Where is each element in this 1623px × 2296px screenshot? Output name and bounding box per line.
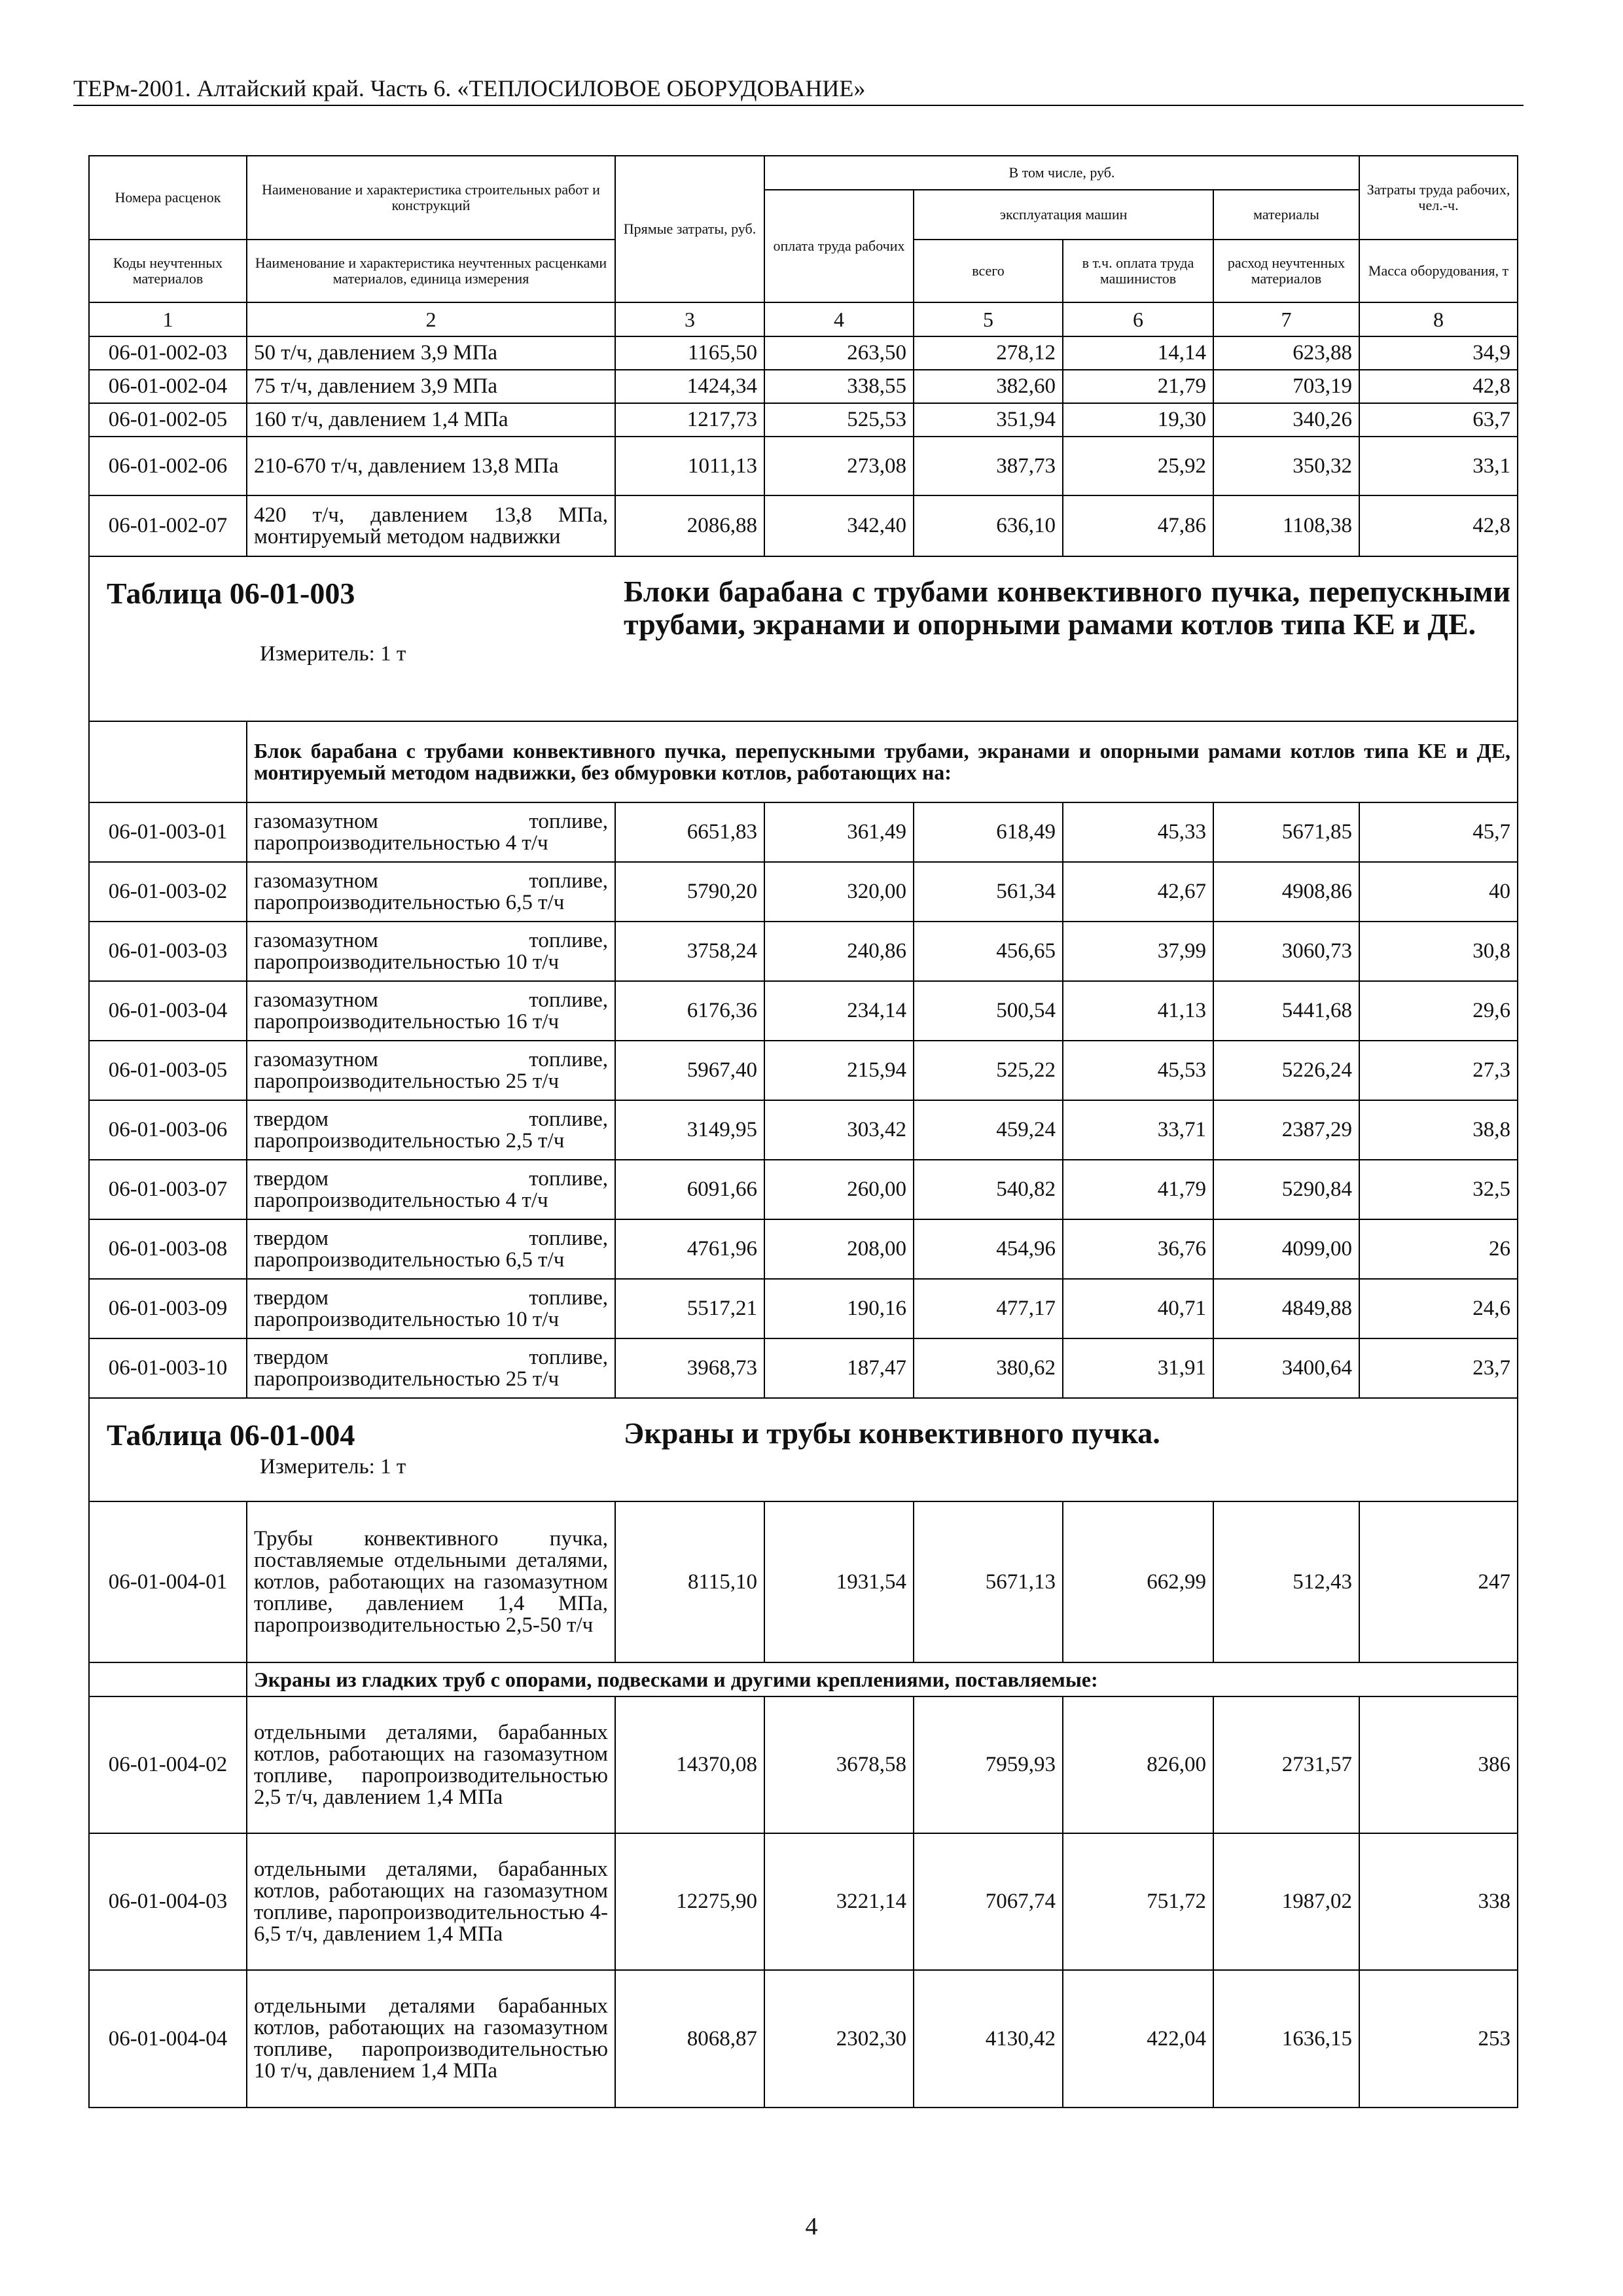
labor-cost: 63,7 bbox=[1359, 403, 1518, 437]
measure-unit: Измеритель: 1 т bbox=[260, 642, 406, 666]
col-header-name2: Наименование и характеристика неучтенных расценками материалов, единица измерения bbox=[247, 240, 615, 302]
machinist-wages: 45,33 bbox=[1063, 802, 1213, 862]
machines-total: 561,34 bbox=[914, 862, 1063, 922]
wages-cost: 3221,14 bbox=[764, 1833, 914, 1970]
group-row bbox=[89, 1662, 1518, 1696]
table-number: Таблица 06-01-003 bbox=[107, 577, 355, 610]
col-header-code: Номера расценок bbox=[89, 156, 247, 240]
rate-code: 06-01-004-02 bbox=[89, 1696, 247, 1833]
rate-name: отдельными деталями, барабанных котлов, работающих на газомазутном топливе, паропроизводительностью 2,5 т/ч, давлением 1,4 МПа bbox=[247, 1696, 615, 1833]
rate-name: 210-670 т/ч, давлением 13,8 МПа bbox=[247, 437, 615, 495]
unaccounted-materials: 4099,00 bbox=[1213, 1219, 1359, 1279]
labor-cost: 45,7 bbox=[1359, 802, 1518, 862]
wages-cost: 338,55 bbox=[764, 370, 914, 403]
table-row bbox=[89, 1501, 1518, 1662]
machines-total: 618,49 bbox=[914, 802, 1063, 862]
wages-cost: 263,50 bbox=[764, 336, 914, 370]
col-header-mass: Масса оборудования, т bbox=[1359, 240, 1518, 302]
rate-code: 06-01-002-04 bbox=[89, 370, 247, 403]
rate-code: 06-01-003-06 bbox=[89, 1100, 247, 1160]
rate-name: Трубы конвективного пучка, поставляемые отдельными деталями, котлов, работающих на газомазутном топливе, давлением 1,4 МПа, паропроизводительностью 2,5-50 т/ч bbox=[247, 1501, 615, 1662]
table-row bbox=[89, 1100, 1518, 1160]
machinist-wages: 826,00 bbox=[1063, 1696, 1213, 1833]
wages-cost: 215,94 bbox=[764, 1041, 914, 1100]
machinist-wages: 41,79 bbox=[1063, 1160, 1213, 1219]
direct-cost: 6651,83 bbox=[615, 802, 764, 862]
labor-cost: 30,8 bbox=[1359, 922, 1518, 981]
table-row bbox=[89, 495, 1518, 556]
section-header-row bbox=[89, 1398, 1518, 1501]
unaccounted-materials: 512,43 bbox=[1213, 1501, 1359, 1662]
machines-total: 540,82 bbox=[914, 1160, 1063, 1219]
machines-total: 5671,13 bbox=[914, 1501, 1063, 1662]
machinist-wages: 40,71 bbox=[1063, 1279, 1213, 1338]
machines-total: 454,96 bbox=[914, 1219, 1063, 1279]
unaccounted-materials: 4908,86 bbox=[1213, 862, 1359, 922]
col-header-name: Наименование и характеристика строительных работ и конструкций bbox=[247, 156, 615, 240]
table-number: Таблица 06-01-004 bbox=[107, 1418, 355, 1452]
labor-cost: 42,8 bbox=[1359, 370, 1518, 403]
unaccounted-materials: 703,19 bbox=[1213, 370, 1359, 403]
col-header-labor: Затраты труда рабочих, чел.-ч. bbox=[1359, 156, 1518, 240]
group-code-cell bbox=[89, 721, 247, 802]
table-row bbox=[89, 802, 1518, 862]
rate-code: 06-01-003-08 bbox=[89, 1219, 247, 1279]
section-header-row bbox=[89, 556, 1518, 721]
rate-code: 06-01-003-07 bbox=[89, 1160, 247, 1219]
rate-name: газомазутном топливе, паропроизводительностью 4 т/ч bbox=[247, 802, 615, 862]
table-title: Блоки барабана с трубами конвективного пучка, перепускными трубами, экранами и опорными рамами котлов типа КЕ и ДЕ. bbox=[624, 575, 1511, 641]
direct-cost: 4761,96 bbox=[615, 1219, 764, 1279]
direct-cost: 1165,50 bbox=[615, 336, 764, 370]
rate-name: твердом топливе, паропроизводительностью 6,5 т/ч bbox=[247, 1219, 615, 1279]
direct-cost: 5517,21 bbox=[615, 1279, 764, 1338]
group-title: Блок барабана с трубами конвективного пучка, перепускными трубами, экранами и опорными рамами котлов типа КЕ и ДЕ, монтируемый методом надвижки, без обмуровки котлов, работающих на: bbox=[247, 721, 1518, 802]
rate-code: 06-01-003-03 bbox=[89, 922, 247, 981]
section-header bbox=[89, 556, 1518, 721]
machinist-wages: 751,72 bbox=[1063, 1833, 1213, 1970]
section-header bbox=[89, 1398, 1518, 1501]
rate-name: газомазутном топливе, паропроизводительностью 16 т/ч bbox=[247, 981, 615, 1041]
col-header-direct: Прямые затраты, руб. bbox=[615, 156, 764, 302]
column-number: 7 bbox=[1213, 302, 1359, 336]
rate-code: 06-01-004-01 bbox=[89, 1501, 247, 1662]
unaccounted-materials: 4849,88 bbox=[1213, 1279, 1359, 1338]
unaccounted-materials: 1108,38 bbox=[1213, 495, 1359, 556]
wages-cost: 208,00 bbox=[764, 1219, 914, 1279]
wages-cost: 3678,58 bbox=[764, 1696, 914, 1833]
table-row bbox=[89, 1160, 1518, 1219]
machinist-wages: 662,99 bbox=[1063, 1501, 1213, 1662]
rate-name: твердом топливе, паропроизводительностью 10 т/ч bbox=[247, 1279, 615, 1338]
table-title: Экраны и трубы конвективного пучка. bbox=[624, 1416, 1160, 1450]
labor-cost: 32,5 bbox=[1359, 1160, 1518, 1219]
column-number: 6 bbox=[1063, 302, 1213, 336]
wages-cost: 1931,54 bbox=[764, 1501, 914, 1662]
rate-code: 06-01-002-05 bbox=[89, 403, 247, 437]
table-row bbox=[89, 1219, 1518, 1279]
rate-name: отдельными деталями, барабанных котлов, работающих на газомазутном топливе, паропроизводительностью 4-6,5 т/ч, давлением 1,4 МПа bbox=[247, 1833, 615, 1970]
machines-total: 7067,74 bbox=[914, 1833, 1063, 1970]
direct-cost: 3758,24 bbox=[615, 922, 764, 981]
table-row bbox=[89, 370, 1518, 403]
labor-cost: 26 bbox=[1359, 1219, 1518, 1279]
machines-total: 387,73 bbox=[914, 437, 1063, 495]
labor-cost: 247 bbox=[1359, 1501, 1518, 1662]
rate-code: 06-01-003-05 bbox=[89, 1041, 247, 1100]
machinist-wages: 37,99 bbox=[1063, 922, 1213, 981]
machinist-wages: 33,71 bbox=[1063, 1100, 1213, 1160]
labor-cost: 33,1 bbox=[1359, 437, 1518, 495]
unaccounted-materials: 2387,29 bbox=[1213, 1100, 1359, 1160]
machines-total: 456,65 bbox=[914, 922, 1063, 981]
col-header-code2: Коды неучтенных материалов bbox=[89, 240, 247, 302]
labor-cost: 24,6 bbox=[1359, 1279, 1518, 1338]
table-row bbox=[89, 1041, 1518, 1100]
labor-cost: 27,3 bbox=[1359, 1041, 1518, 1100]
wages-cost: 234,14 bbox=[764, 981, 914, 1041]
rates-table bbox=[88, 155, 1518, 2108]
machinist-wages: 422,04 bbox=[1063, 1970, 1213, 2108]
direct-cost: 3149,95 bbox=[615, 1100, 764, 1160]
wages-cost: 273,08 bbox=[764, 437, 914, 495]
rate-code: 06-01-002-07 bbox=[89, 495, 247, 556]
unaccounted-materials: 5290,84 bbox=[1213, 1160, 1359, 1219]
rate-code: 06-01-003-10 bbox=[89, 1338, 247, 1398]
wages-cost: 342,40 bbox=[764, 495, 914, 556]
column-number: 3 bbox=[615, 302, 764, 336]
unaccounted-materials: 340,26 bbox=[1213, 403, 1359, 437]
labor-cost: 40 bbox=[1359, 862, 1518, 922]
unaccounted-materials: 5441,68 bbox=[1213, 981, 1359, 1041]
rate-code: 06-01-002-06 bbox=[89, 437, 247, 495]
machinist-wages: 45,53 bbox=[1063, 1041, 1213, 1100]
rate-code: 06-01-003-01 bbox=[89, 802, 247, 862]
machines-total: 382,60 bbox=[914, 370, 1063, 403]
machines-total: 459,24 bbox=[914, 1100, 1063, 1160]
labor-cost: 29,6 bbox=[1359, 981, 1518, 1041]
labor-cost: 38,8 bbox=[1359, 1100, 1518, 1160]
direct-cost: 8115,10 bbox=[615, 1501, 764, 1662]
machinist-wages: 19,30 bbox=[1063, 403, 1213, 437]
direct-cost: 6091,66 bbox=[615, 1160, 764, 1219]
wages-cost: 320,00 bbox=[764, 862, 914, 922]
machinist-wages: 42,67 bbox=[1063, 862, 1213, 922]
table-row bbox=[89, 1338, 1518, 1398]
table-row bbox=[89, 403, 1518, 437]
table-row bbox=[89, 1696, 1518, 1833]
machines-total: 500,54 bbox=[914, 981, 1063, 1041]
column-number: 5 bbox=[914, 302, 1063, 336]
machines-total: 278,12 bbox=[914, 336, 1063, 370]
rate-name: 160 т/ч, давлением 1,4 МПа bbox=[247, 403, 615, 437]
machinist-wages: 31,91 bbox=[1063, 1338, 1213, 1398]
table-row bbox=[89, 336, 1518, 370]
labor-cost: 34,9 bbox=[1359, 336, 1518, 370]
wages-cost: 303,42 bbox=[764, 1100, 914, 1160]
machines-total: 525,22 bbox=[914, 1041, 1063, 1100]
unaccounted-materials: 1636,15 bbox=[1213, 1970, 1359, 2108]
direct-cost: 6176,36 bbox=[615, 981, 764, 1041]
table-row bbox=[89, 1833, 1518, 1970]
labor-cost: 42,8 bbox=[1359, 495, 1518, 556]
unaccounted-materials: 1987,02 bbox=[1213, 1833, 1359, 1970]
rate-name: газомазутном топливе, паропроизводительностью 10 т/ч bbox=[247, 922, 615, 981]
direct-cost: 3968,73 bbox=[615, 1338, 764, 1398]
labor-cost: 386 bbox=[1359, 1696, 1518, 1833]
machinist-wages: 36,76 bbox=[1063, 1219, 1213, 1279]
unaccounted-materials: 2731,57 bbox=[1213, 1696, 1359, 1833]
table-row bbox=[89, 1970, 1518, 2108]
rate-name: 420 т/ч, давлением 13,8 МПа, монтируемый методом надвижки bbox=[247, 495, 615, 556]
table-row bbox=[89, 922, 1518, 981]
rate-name: твердом топливе, паропроизводительностью 4 т/ч bbox=[247, 1160, 615, 1219]
machines-total: 636,10 bbox=[914, 495, 1063, 556]
column-number: 2 bbox=[247, 302, 615, 336]
rate-name: твердом топливе, паропроизводительностью 25 т/ч bbox=[247, 1338, 615, 1398]
direct-cost: 5790,20 bbox=[615, 862, 764, 922]
machinist-wages: 14,14 bbox=[1063, 336, 1213, 370]
unaccounted-materials: 5671,85 bbox=[1213, 802, 1359, 862]
unaccounted-materials: 623,88 bbox=[1213, 336, 1359, 370]
direct-cost: 1011,13 bbox=[615, 437, 764, 495]
col-header-materials: материалы bbox=[1213, 190, 1359, 240]
direct-cost: 12275,90 bbox=[615, 1833, 764, 1970]
machinist-wages: 25,92 bbox=[1063, 437, 1213, 495]
group-title: Экраны из гладких труб с опорами, подвесками и другими креплениями, поставляемые: bbox=[247, 1662, 1518, 1696]
rate-code: 06-01-002-03 bbox=[89, 336, 247, 370]
rate-name: газомазутном топливе, паропроизводительностью 25 т/ч bbox=[247, 1041, 615, 1100]
labor-cost: 253 bbox=[1359, 1970, 1518, 2108]
machines-total: 477,17 bbox=[914, 1279, 1063, 1338]
column-number: 1 bbox=[89, 302, 247, 336]
direct-cost: 1424,34 bbox=[615, 370, 764, 403]
group-row bbox=[89, 721, 1518, 802]
wages-cost: 190,16 bbox=[764, 1279, 914, 1338]
unaccounted-materials: 3400,64 bbox=[1213, 1338, 1359, 1398]
machines-total: 4130,42 bbox=[914, 1970, 1063, 2108]
column-number-row bbox=[89, 302, 1518, 336]
table-row bbox=[89, 862, 1518, 922]
col-header-wages: оплата труда рабочих bbox=[764, 190, 914, 302]
table-row bbox=[89, 981, 1518, 1041]
machinist-wages: 21,79 bbox=[1063, 370, 1213, 403]
direct-cost: 5967,40 bbox=[615, 1041, 764, 1100]
rate-code: 06-01-004-04 bbox=[89, 1970, 247, 2108]
labor-cost: 338 bbox=[1359, 1833, 1518, 1970]
unaccounted-materials: 5226,24 bbox=[1213, 1041, 1359, 1100]
rate-code: 06-01-004-03 bbox=[89, 1833, 247, 1970]
machinist-wages: 41,13 bbox=[1063, 981, 1213, 1041]
rate-code: 06-01-003-02 bbox=[89, 862, 247, 922]
rate-code: 06-01-003-09 bbox=[89, 1279, 247, 1338]
unaccounted-materials: 3060,73 bbox=[1213, 922, 1359, 981]
labor-cost: 23,7 bbox=[1359, 1338, 1518, 1398]
machines-total: 7959,93 bbox=[914, 1696, 1063, 1833]
column-number: 8 bbox=[1359, 302, 1518, 336]
rate-name: отдельными деталями барабанных котлов, работающих на газомазутном топливе, паропроизводительностью 10 т/ч, давлением 1,4 МПа bbox=[247, 1970, 615, 2108]
machinist-wages: 47,86 bbox=[1063, 495, 1213, 556]
direct-cost: 14370,08 bbox=[615, 1696, 764, 1833]
rate-name: твердом топливе, паропроизводительностью 2,5 т/ч bbox=[247, 1100, 615, 1160]
unaccounted-materials: 350,32 bbox=[1213, 437, 1359, 495]
col-header-machines: эксплуатация машин bbox=[914, 190, 1213, 240]
machines-total: 380,62 bbox=[914, 1338, 1063, 1398]
col-header-incl: В том числе, руб. bbox=[764, 156, 1359, 190]
rate-code: 06-01-003-04 bbox=[89, 981, 247, 1041]
direct-cost: 2086,88 bbox=[615, 495, 764, 556]
direct-cost: 8068,87 bbox=[615, 1970, 764, 2108]
wages-cost: 240,86 bbox=[764, 922, 914, 981]
page-number: 4 bbox=[805, 2213, 818, 2240]
wages-cost: 260,00 bbox=[764, 1160, 914, 1219]
direct-cost: 1217,73 bbox=[615, 403, 764, 437]
column-number: 4 bbox=[764, 302, 914, 336]
col-header-total: всего bbox=[914, 240, 1063, 302]
table-row bbox=[89, 437, 1518, 495]
wages-cost: 361,49 bbox=[764, 802, 914, 862]
measure-unit: Измеритель: 1 т bbox=[260, 1455, 406, 1479]
rate-name: 50 т/ч, давлением 3,9 МПа bbox=[247, 336, 615, 370]
rate-name: газомазутном топливе, паропроизводительностью 6,5 т/ч bbox=[247, 862, 615, 922]
col-header-incl-wages: в т.ч. оплата труда машинистов bbox=[1063, 240, 1213, 302]
wages-cost: 525,53 bbox=[764, 403, 914, 437]
table-row bbox=[89, 1279, 1518, 1338]
page-header: ТЕРм-2001. Алтайский край. Часть 6. «ТЕПЛОСИЛОВОЕ ОБОРУДОВАНИЕ» bbox=[73, 73, 1524, 106]
col-header-unaccounted: расход неучтенных материалов bbox=[1213, 240, 1359, 302]
rate-name: 75 т/ч, давлением 3,9 МПа bbox=[247, 370, 615, 403]
group-code-cell bbox=[89, 1662, 247, 1696]
wages-cost: 2302,30 bbox=[764, 1970, 914, 2108]
machines-total: 351,94 bbox=[914, 403, 1063, 437]
wages-cost: 187,47 bbox=[764, 1338, 914, 1398]
